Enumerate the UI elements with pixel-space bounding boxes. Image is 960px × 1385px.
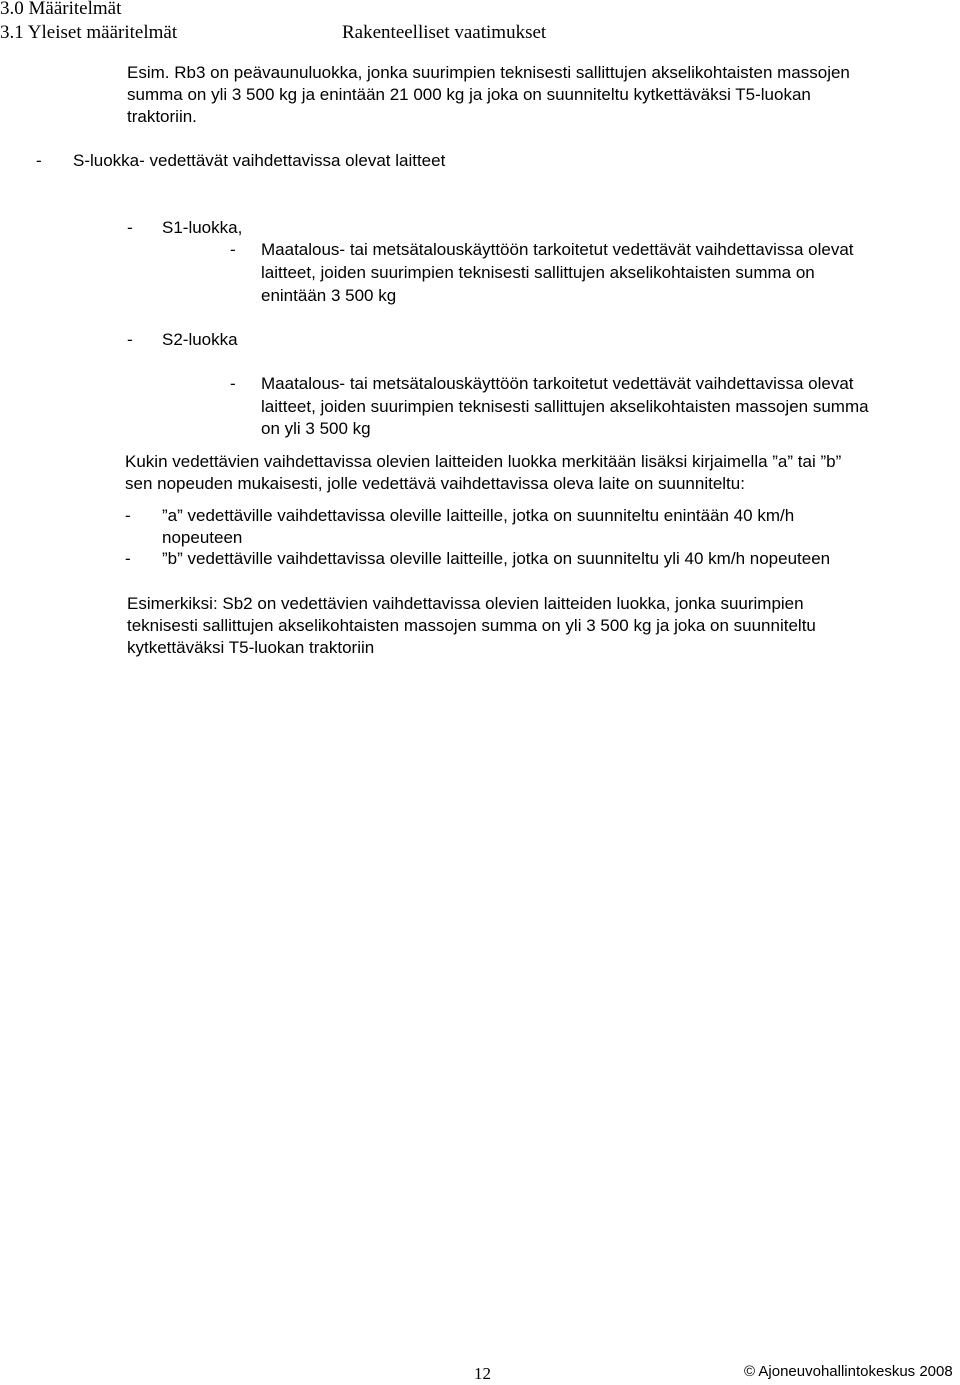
speed-a-line-1: ”a” vedettäville vaihdettavissa oleville laitteille, jotka on suunniteltu enintään 40 km/h [162, 506, 795, 525]
example-intro-line-3: traktoriin. [127, 107, 197, 126]
s2-desc-line-1: Maatalous- tai metsätalouskäyttöön tarkoitetut vedettävät vaihdettavissa olevat [261, 374, 854, 393]
s-class-dash: - [36, 151, 42, 170]
speed-b-dash: - [125, 549, 131, 568]
s2-label: S2-luokka [162, 330, 238, 349]
s2-desc-line-3: on yli 3 500 kg [261, 419, 371, 438]
s1-desc-line-1: Maatalous- tai metsätalouskäyttöön tarkoitetut vedettävät vaihdettavissa olevat [261, 240, 854, 259]
example-intro-line-2: summa on yli 3 500 kg ja enintään 21 000 kg ja joka on suunniteltu kytkettäväksi T5-luokan [127, 85, 811, 104]
s2-desc-dash: - [230, 374, 236, 393]
example2-line-3: kytkettäväksi T5-luokan traktoriin [127, 638, 375, 657]
speed-a-dash: - [125, 506, 131, 525]
example-intro-line-1: Esim. Rb3 on peävaunuluokka, jonka suurimpien teknisesti sallittujen akselikohtaisten massojen [127, 63, 850, 82]
s-class-label: S-luokka- vedettävät vaihdettavissa olevat laitteet [73, 151, 446, 170]
s1-label: S1-luokka, [162, 218, 243, 237]
speed-note-line-2: sen nopeuden mukaisesti, jolle vedettävä vaihdettavissa oleva laite on suunniteltu: [125, 474, 745, 493]
section-title: Rakenteelliset vaatimukset [342, 22, 547, 43]
speed-a-line-2: nopeuteen [162, 528, 243, 547]
speed-b-line-1: ”b” vedettäville vaihdettavissa oleville laitteille, jotka on suunniteltu yli 40 km/h nopeuteen [162, 549, 831, 568]
section-heading: 3.1 Yleiset määritelmät [0, 22, 178, 43]
page-number: 12 [474, 1364, 491, 1383]
example2-line-2: teknisesti sallittujen akselikohtaisten massojen summa on yli 3 500 kg ja joka on suunniteltu [127, 616, 816, 635]
s1-desc-line-3: enintään 3 500 kg [261, 286, 397, 305]
s1-desc-line-2: laitteet, joiden suurimpien teknisesti sallittujen akselikohtaisten summa on [261, 263, 815, 282]
s2-desc-line-2: laitteet, joiden suurimpien teknisesti sallittujen akselikohtaisten massojen summa [261, 397, 869, 416]
speed-note-line-1: Kukin vedettävien vaihdettavissa olevien laitteiden luokka merkitään lisäksi kirjaimella ”a” tai ”b” [125, 452, 842, 471]
s2-dash: - [127, 330, 133, 349]
s1-desc-dash: - [230, 240, 236, 259]
chapter-heading: 3.0 Määritelmät [0, 0, 122, 19]
s1-dash: - [127, 218, 133, 237]
example2-line-1: Esimerkiksi: Sb2 on vedettävien vaihdettavissa olevien laitteiden luokka, jonka suurimpien [127, 594, 804, 613]
copyright-notice: © Ajoneuvohallintokeskus 2008 [744, 1363, 953, 1380]
